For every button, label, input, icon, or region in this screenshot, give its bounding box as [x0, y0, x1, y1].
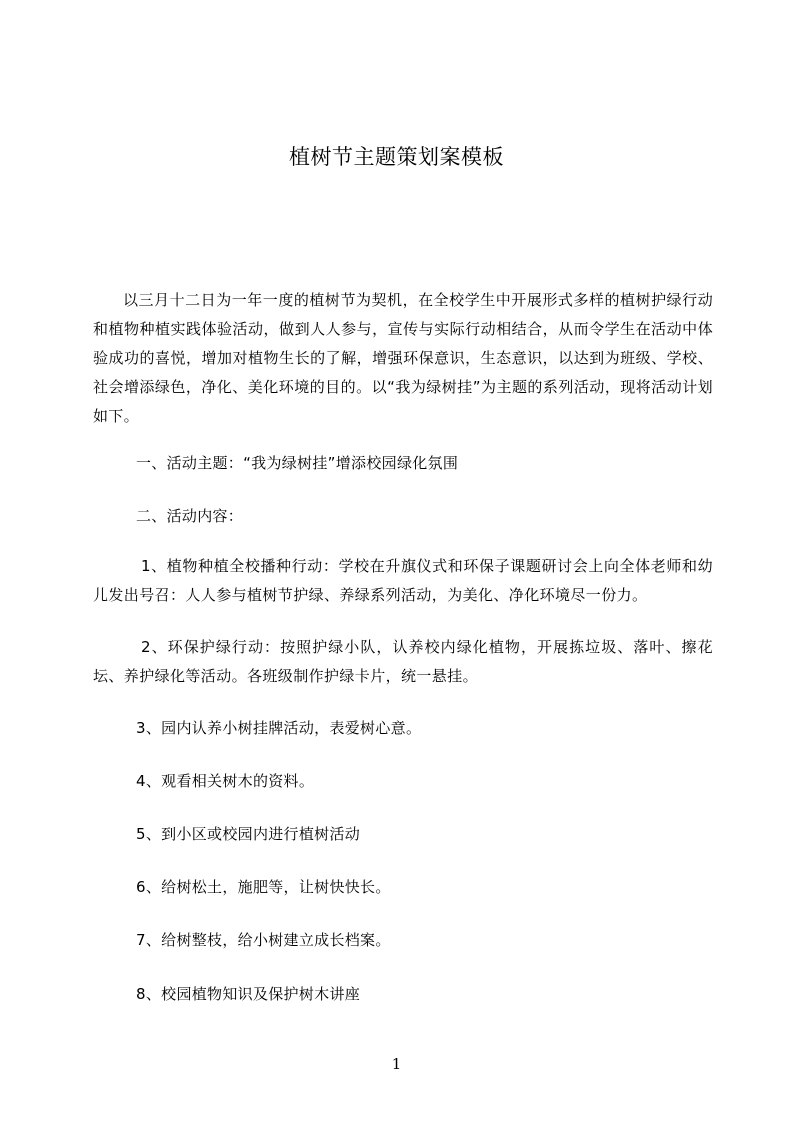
list-item-4: 4、观看相关树木的资料。	[136, 772, 315, 790]
list-item-3: 3、园内认养小树挂牌活动，表爱树心意。	[136, 719, 422, 737]
list-item-8: 8、校园植物知识及保护树木讲座	[136, 985, 361, 1003]
list-item-2: 2、环保护绿行动：按照护绿小队，认养校内绿化植物，开展拣垃圾、落叶、擦花坛、养护绿化等活动。各班级制作护绿卡片，统一悬挂。	[93, 638, 713, 685]
intro-paragraph: 以三月十二日为一年一度的植树节为契机，在全校学生中开展形式多样的植树护绿行动和植物种植实践体验活动，做到人人参与，宣传与实际行动相结合，从而令学生在活动中体验成功的喜悦，增加对植物生长的了解，增强环保意识，生态意识，以达到为班级、学校、社会增添绿色，净化、美化环境的目的。以“我为绿树挂”为主题的系列活动，现将活动计划如下。	[93, 291, 713, 425]
section-theme: 一、活动主题：“我为绿树挂”增添校园绿化氛围	[136, 454, 459, 472]
section-content-heading: 二、活动内容：	[136, 507, 244, 525]
list-item-7: 7、给树整枝，给小树建立成长档案。	[136, 931, 391, 949]
list-item-1: 1、植物种植全校播种行动：学校在升旗仪式和环保子课题研讨会上向全体老师和幼儿发出号召：人人参与植树节护绿、养绿系列活动，为美化、净化环境尽一份力。	[93, 557, 713, 604]
page-title: 植树节主题策划案模板	[289, 145, 504, 169]
page-number: 1	[391, 1055, 402, 1073]
list-item-6: 6、给树松土，施肥等，让树快快长。	[136, 878, 391, 896]
list-item-5: 5、到小区或校园内进行植树活动	[136, 825, 361, 843]
